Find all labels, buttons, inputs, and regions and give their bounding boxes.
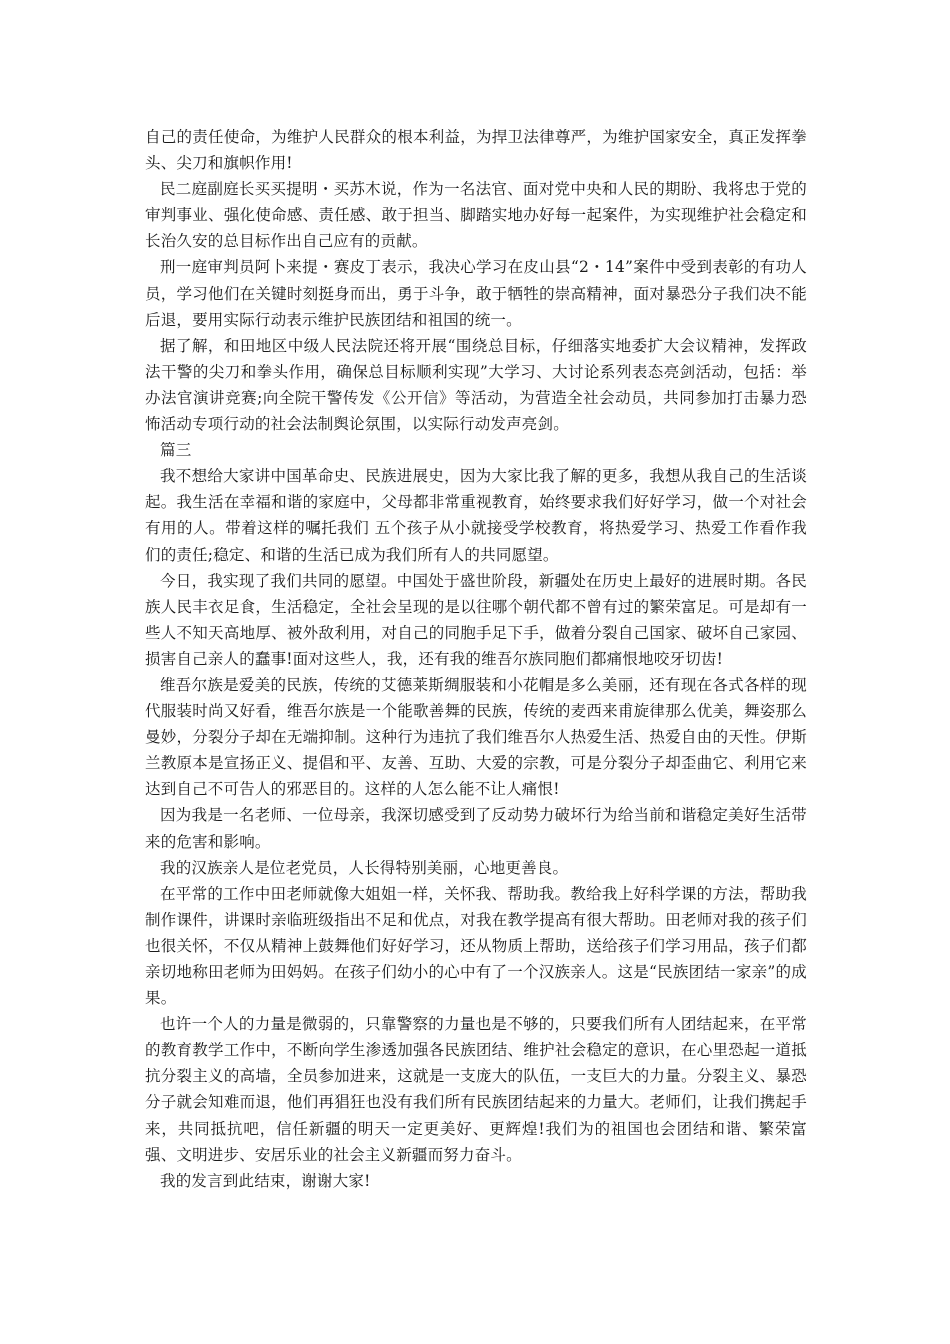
section-heading: 篇三 <box>160 441 192 460</box>
paragraph-2: 民二庭副庭长买买提明・买苏木说，作为一名法官、面对党中央和人民的期盼、我将忠于党的审判事业、强化使命感、责任感、敢于担当、脚踏实地办好每一起案件，为实现维护社会稳定和长治久安的总目标作出自己应有的贡献。 <box>145 180 807 251</box>
paragraph-8: 因为我是一名老师、一位母亲，我深切感受到了反动势力破坏行为给当前和谐稳定美好生活带来的危害和影响。 <box>145 806 807 851</box>
paragraph-4: 据了解，和田地区中级人民法院还将开展“围绕总目标，仔细落实地委扩大会议精神，发挥政法干警的尖刀和拳头作用，确保总目标顺利实现”大学习、大讨论系列表态亮剑活动，包括：举办法官演讲竞赛;向全院干警传发《公开信》等活动，为营造全社会动员，共同参加打击暴力恐怖活动专项行动的社会法制舆论氛围，以实际行动发声亮剑。 <box>145 336 807 434</box>
paragraph-9: 我的汉族亲人是位老党员，人长得特别美丽，心地更善良。 <box>160 858 569 877</box>
paragraph-10: 在平常的工作中田老师就像大姐姐一样，关怀我、帮助我。教给我上好科学课的方法，帮助我制作课件，讲课时亲临班级指出不足和优点，对我在教学提高有很大帮助。田老师对我的孩子们也很关怀，不仅从精神上鼓舞他们好好学习，还从物质上帮助，送给孩子们学习用品，孩子们都亲切地称田老师为田妈妈。在孩子们幼小的心中有了一个汉族亲人。这是“民族团结一家亲”的成果。 <box>145 884 807 1008</box>
paragraph-12: 我的发言到此结束，谢谢大家! <box>160 1171 371 1190</box>
paragraph-11: 也许一个人的力量是微弱的，只靠警察的力量也是不够的，只要我们所有人团结起来，在平常的教育教学工作中，不断向学生渗透加强各民族团结、维护社会稳定的意识，在心里恐起一道抵抗分裂主义的高墙，全员参加进来，这就是一支庞大的队伍，一支巨大的力量。分裂主义、暴恐分子就会知难而退，他们再猖狂也没有我们所有民族团结起来的力量大。老师们，让我们携起手来，共同抵抗吧，信任新疆的明天一定更美好、更辉煌!我们为的祖国也会团结和谐、繁荣富强、文明进步、安居乐业的社会主义新疆而努力奋斗。 <box>145 1015 807 1164</box>
paragraph-1: 自己的责任使命，为维护人民群众的根本利益，为捍卫法律尊严，为维护国家安全，真正发挥拳头、尖刀和旗帜作用! <box>145 128 807 173</box>
paragraph-3: 刑一庭审判员阿卜来提・赛皮丁表示，我决心学习在皮山县“2・14”案件中受到表彰的有功人员，学习他们在关键时刻挺身而出，勇于斗争，敢于牺牲的崇高精神，面对暴恐分子我们决不能后退，要用实际行动表示维护民族团结和祖国的统一。 <box>145 258 807 329</box>
paragraph-7: 维吾尔族是爱美的民族，传统的艾德莱斯绸服装和小花帽是多么美丽，还有现在各式各样的现代服装时尚又好看，维吾尔族是一个能歌善舞的民族，传统的麦西来甫旋律那么优美，舞姿那么曼妙，分裂分子却在无端抑制。这种行为违抗了我们维吾尔人热爱生活、热爱自由的天性。伊斯兰教原本是宣扬正义、提倡和平、友善、互助、大爱的宗教，可是分裂分子却歪曲它、利用它来达到自己不可告人的邪恶目的。这样的人怎么能不让人痛恨! <box>145 675 807 799</box>
paragraph-5: 我不想给大家讲中国革命史、民族进展史，因为大家比我了解的更多，我想从我自己的生活谈起。我生活在幸福和谐的家庭中，父母都非常重视教育，始终要求我们好好学习，做一个对社会有用的人。带着这样的嘱托我们 五个孩子从小就接受学校教育，将热爱学习、热爱工作看作我们的责任;稳定、和谐的生活已成为我们所有人的共同愿望。 <box>145 467 807 564</box>
document-body <box>145 124 807 1194</box>
paragraph-6: 今日，我实现了我们共同的愿望。中国处于盛世阶段，新疆处在历史上最好的进展时期。各民族人民丰衣足食，生活稳定，全社会呈现的是以往哪个朝代都不曾有过的繁荣富足。可是却有一些人不知天高地厚、被外敌利用，对自己的同胞手足下手，做着分裂自己国家、破坏自己家园、损害自己亲人的蠢事!面对这些人，我，还有我的维吾尔族同胞们都痛恨地咬牙切齿! <box>145 571 807 668</box>
